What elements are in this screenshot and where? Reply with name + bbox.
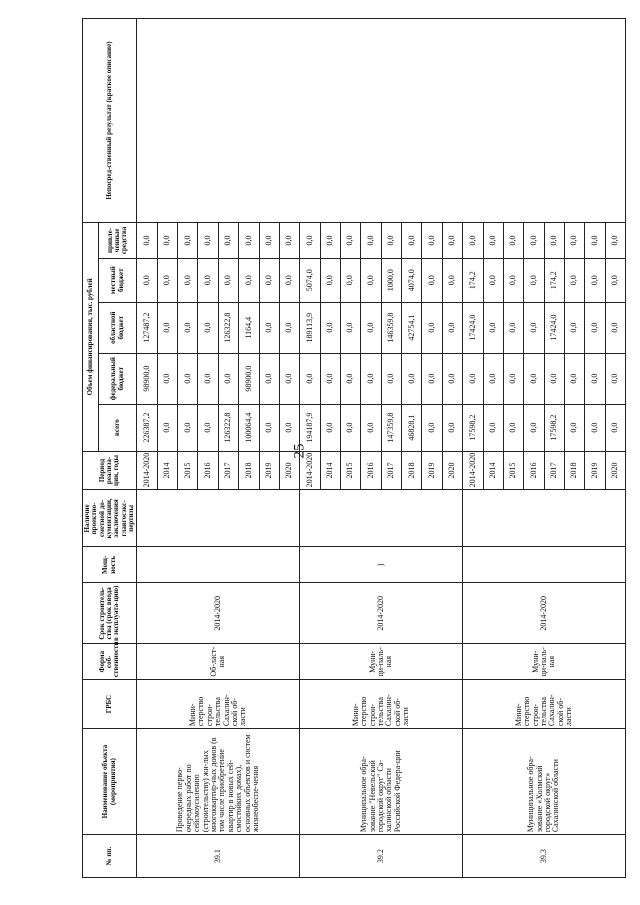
total-cell: 0,0: [422, 404, 442, 451]
regional-cell: 0,0: [422, 302, 442, 353]
federal-cell: 98900,0: [239, 353, 259, 404]
docs-cell: [137, 490, 300, 547]
regional-cell: 0,0: [503, 302, 523, 353]
period-cell: 2019: [585, 451, 605, 490]
local-cell: 0,0: [259, 258, 279, 302]
other-cell: 0,0: [483, 223, 503, 259]
other-cell: 0,0: [178, 223, 198, 259]
local-cell: 0,0: [503, 258, 523, 302]
period-cell: 2014-2020: [300, 451, 320, 490]
row-num: 39.2: [300, 835, 463, 878]
local-cell: 0,0: [524, 258, 544, 302]
federal-cell: 0,0: [483, 353, 503, 404]
other-cell: 0,0: [503, 223, 523, 259]
object-name: Проведение перво-очередных работ по сейсмоусилению (строительству) жи-лых многоквартир-ных домов (в том числе приобретение квартир в новых сей-смостойких домах), основных объектов и систем жизнеобеспе-чения: [137, 729, 300, 835]
local-cell: 0,0: [157, 258, 177, 302]
header-ownership: Форма соб-ственности: [83, 644, 137, 680]
ownership-cell: Муни-ци-паль-ная: [463, 644, 626, 680]
term-cell: 2014-2020: [300, 583, 463, 644]
total-cell: 0,0: [585, 404, 605, 451]
regional-cell: 0,0: [564, 302, 584, 353]
total-cell: 17598,2: [463, 404, 483, 451]
local-cell: 0,0: [198, 258, 218, 302]
total-cell: 0,0: [341, 404, 361, 451]
object-name: Муниципальное обра-зование "Невельский городской округ" Са-халинской области Российской Федера-ции: [300, 729, 463, 835]
period-cell: 2014: [483, 451, 503, 490]
federal-cell: 0,0: [320, 353, 340, 404]
period-cell: 2019: [422, 451, 442, 490]
federal-cell: 98900,0: [137, 353, 157, 404]
federal-cell: 0,0: [564, 353, 584, 404]
local-cell: 0,0: [218, 258, 238, 302]
header-local: местный бюджет: [98, 258, 137, 302]
total-cell: 226387,2: [137, 404, 157, 451]
local-cell: 0,0: [564, 258, 584, 302]
header-docs: Наличие проектно-сметной до-кументации, заключения главгосэкс-пертизы: [83, 490, 137, 547]
local-cell: 0,0: [239, 258, 259, 302]
header-capacity: Мощ-ность: [83, 547, 137, 583]
regional-cell: 17424,0: [544, 302, 564, 353]
regional-cell: 0,0: [361, 302, 381, 353]
local-cell: 174,2: [544, 258, 564, 302]
period-cell: 2014: [320, 451, 340, 490]
other-cell: 0,0: [198, 223, 218, 259]
period-cell: 2016: [524, 451, 544, 490]
federal-cell: 0,0: [442, 353, 462, 404]
capacity-cell: [137, 547, 300, 583]
federal-cell: 0,0: [503, 353, 523, 404]
total-cell: 0,0: [524, 404, 544, 451]
header-period: Период реализа-ции, годы: [83, 451, 137, 490]
row-num: 39.3: [463, 835, 626, 878]
period-cell: 2014: [157, 451, 177, 490]
total-cell: 126322,8: [218, 404, 238, 451]
local-cell: 5074,0: [300, 258, 320, 302]
other-cell: 0,0: [564, 223, 584, 259]
program-table: [82, 18, 626, 878]
federal-cell: 0,0: [157, 353, 177, 404]
federal-cell: 0,0: [361, 353, 381, 404]
other-cell: 0,0: [239, 223, 259, 259]
period-cell: 2015: [178, 451, 198, 490]
regional-cell: 1164,4: [239, 302, 259, 353]
table-row: [137, 19, 157, 878]
header-row: [83, 19, 99, 878]
total-cell: 0,0: [157, 404, 177, 451]
total-cell: 0,0: [503, 404, 523, 451]
period-cell: 2017: [381, 451, 401, 490]
regional-cell: 0,0: [483, 302, 503, 353]
period-cell: 2015: [341, 451, 361, 490]
header-term: Срок строитель-ства (срок ввода в эксплуата-цию): [83, 583, 137, 644]
regional-cell: 0,0: [157, 302, 177, 353]
other-cell: 0,0: [279, 223, 299, 259]
other-cell: 0,0: [585, 223, 605, 259]
period-cell: 2014-2020: [463, 451, 483, 490]
docs-cell: [300, 490, 463, 547]
local-cell: 0,0: [361, 258, 381, 302]
grbs-cell: Мини-стерство строи-тельства Сахалин-ской об-ласти: [463, 680, 626, 729]
regional-cell: 42754,1: [402, 302, 422, 353]
period-cell: 2017: [544, 451, 564, 490]
regional-cell: 126322,8: [218, 302, 238, 353]
other-cell: 0,0: [157, 223, 177, 259]
row-num: 39.1: [137, 835, 300, 878]
federal-cell: 0,0: [198, 353, 218, 404]
capacity-cell: ): [300, 547, 463, 583]
other-cell: 0,0: [218, 223, 238, 259]
local-cell: 0,0: [320, 258, 340, 302]
regional-cell: 0,0: [178, 302, 198, 353]
regional-cell: 0,0: [442, 302, 462, 353]
total-cell: 0,0: [483, 404, 503, 451]
term-cell: 2014-2020: [463, 583, 626, 644]
total-cell: 0,0: [361, 404, 381, 451]
regional-cell: 0,0: [341, 302, 361, 353]
total-cell: 0,0: [320, 404, 340, 451]
other-cell: 0,0: [381, 223, 401, 259]
other-cell: 0,0: [402, 223, 422, 259]
other-cell: 0,0: [524, 223, 544, 259]
period-cell: 2017: [218, 451, 238, 490]
grbs-cell: Мини-стерство строи-тельства Сахалин-ской об-ласти: [137, 680, 300, 729]
period-cell: 2015: [503, 451, 523, 490]
total-cell: 0,0: [442, 404, 462, 451]
total-cell: 0,0: [178, 404, 198, 451]
local-cell: 0,0: [178, 258, 198, 302]
header-grbs: ГРБС: [83, 680, 137, 729]
regional-cell: 189113,9: [300, 302, 320, 353]
total-cell: 194187,9: [300, 404, 320, 451]
period-cell: 2016: [361, 451, 381, 490]
regional-cell: 146359,8: [381, 302, 401, 353]
federal-cell: 0,0: [585, 353, 605, 404]
other-cell: 0,0: [320, 223, 340, 259]
total-cell: 147359,8: [381, 404, 401, 451]
federal-cell: 0,0: [544, 353, 564, 404]
other-cell: 0,0: [137, 223, 157, 259]
federal-cell: 0,0: [218, 353, 238, 404]
period-cell: 2020: [279, 451, 299, 490]
ownership-cell: Муни-ци-паль-ная: [300, 644, 463, 680]
federal-cell: 0,0: [178, 353, 198, 404]
local-cell: 1000,0: [381, 258, 401, 302]
federal-cell: 0,0: [381, 353, 401, 404]
other-cell: 0,0: [422, 223, 442, 259]
total-cell: 0,0: [259, 404, 279, 451]
local-cell: 0,0: [137, 258, 157, 302]
other-cell: 0,0: [361, 223, 381, 259]
period-cell: 2020: [605, 451, 625, 490]
total-cell: 0,0: [198, 404, 218, 451]
header-regional: областной бюджет: [98, 302, 137, 353]
total-cell: 17598,2: [544, 404, 564, 451]
regional-cell: 0,0: [259, 302, 279, 353]
period-cell: 2016: [198, 451, 218, 490]
period-cell: 2018: [239, 451, 259, 490]
other-cell: 0,0: [544, 223, 564, 259]
local-cell: 0,0: [585, 258, 605, 302]
total-cell: 100064,4: [239, 404, 259, 451]
header-name: Наименование объекта (мероприятия): [83, 729, 137, 835]
federal-cell: 0,0: [422, 353, 442, 404]
local-cell: 0,0: [605, 258, 625, 302]
other-cell: 0,0: [605, 223, 625, 259]
federal-cell: 0,0: [402, 353, 422, 404]
regional-cell: 0,0: [605, 302, 625, 353]
regional-cell: 0,0: [279, 302, 299, 353]
period-cell: 2018: [564, 451, 584, 490]
header-total: всего: [98, 404, 137, 451]
other-cell: 0,0: [341, 223, 361, 259]
federal-cell: 0,0: [524, 353, 544, 404]
total-cell: 0,0: [279, 404, 299, 451]
regional-cell: 127487,2: [137, 302, 157, 353]
federal-cell: 0,0: [341, 353, 361, 404]
period-cell: 2020: [442, 451, 462, 490]
total-cell: 46828,1: [402, 404, 422, 451]
other-cell: 0,0: [442, 223, 462, 259]
grbs-cell: Мини-стерство строи-тельства Сахалин-ской об-ласти: [300, 680, 463, 729]
local-cell: 0,0: [442, 258, 462, 302]
table-body: [137, 19, 626, 878]
header-funding-group: Объем финансирования, тыс. рублей: [83, 223, 99, 451]
header-num: № пп.: [83, 835, 137, 878]
rotated-table-wrapper: [82, 18, 620, 878]
regional-cell: 0,0: [198, 302, 218, 353]
period-cell: 2018: [402, 451, 422, 490]
header-federal: федеральный бюджет: [98, 353, 137, 404]
local-cell: 0,0: [341, 258, 361, 302]
other-cell: 0,0: [300, 223, 320, 259]
local-cell: 0,0: [422, 258, 442, 302]
document-page: [82, 18, 620, 878]
header-other: привле-ченные средства: [98, 223, 137, 259]
result-cell: [137, 19, 626, 223]
local-cell: 4074,0: [402, 258, 422, 302]
header-result: Непосред-ственный результат (краткое описание): [83, 19, 137, 223]
regional-cell: 0,0: [585, 302, 605, 353]
regional-cell: 0,0: [320, 302, 340, 353]
federal-cell: 0,0: [259, 353, 279, 404]
docs-cell: [463, 490, 626, 547]
federal-cell: 0,0: [279, 353, 299, 404]
object-name: Муниципальное обра-зование «Холмский городской округ» Сахалинской области: [463, 729, 626, 835]
total-cell: 0,0: [605, 404, 625, 451]
federal-cell: 0,0: [605, 353, 625, 404]
period-cell: 2014-2020: [137, 451, 157, 490]
other-cell: 0,0: [463, 223, 483, 259]
regional-cell: 17424,0: [463, 302, 483, 353]
page-number: 25: [291, 443, 308, 459]
local-cell: 174,2: [463, 258, 483, 302]
ownership-cell: Об-ласт-ная: [137, 644, 300, 680]
period-cell: 2019: [259, 451, 279, 490]
regional-cell: 0,0: [524, 302, 544, 353]
local-cell: 0,0: [279, 258, 299, 302]
federal-cell: 0,0: [463, 353, 483, 404]
capacity-cell: [463, 547, 626, 583]
term-cell: 2014-2020: [137, 583, 300, 644]
local-cell: 0,0: [483, 258, 503, 302]
total-cell: 0,0: [564, 404, 584, 451]
other-cell: 0,0: [259, 223, 279, 259]
federal-cell: 0,0: [300, 353, 320, 404]
